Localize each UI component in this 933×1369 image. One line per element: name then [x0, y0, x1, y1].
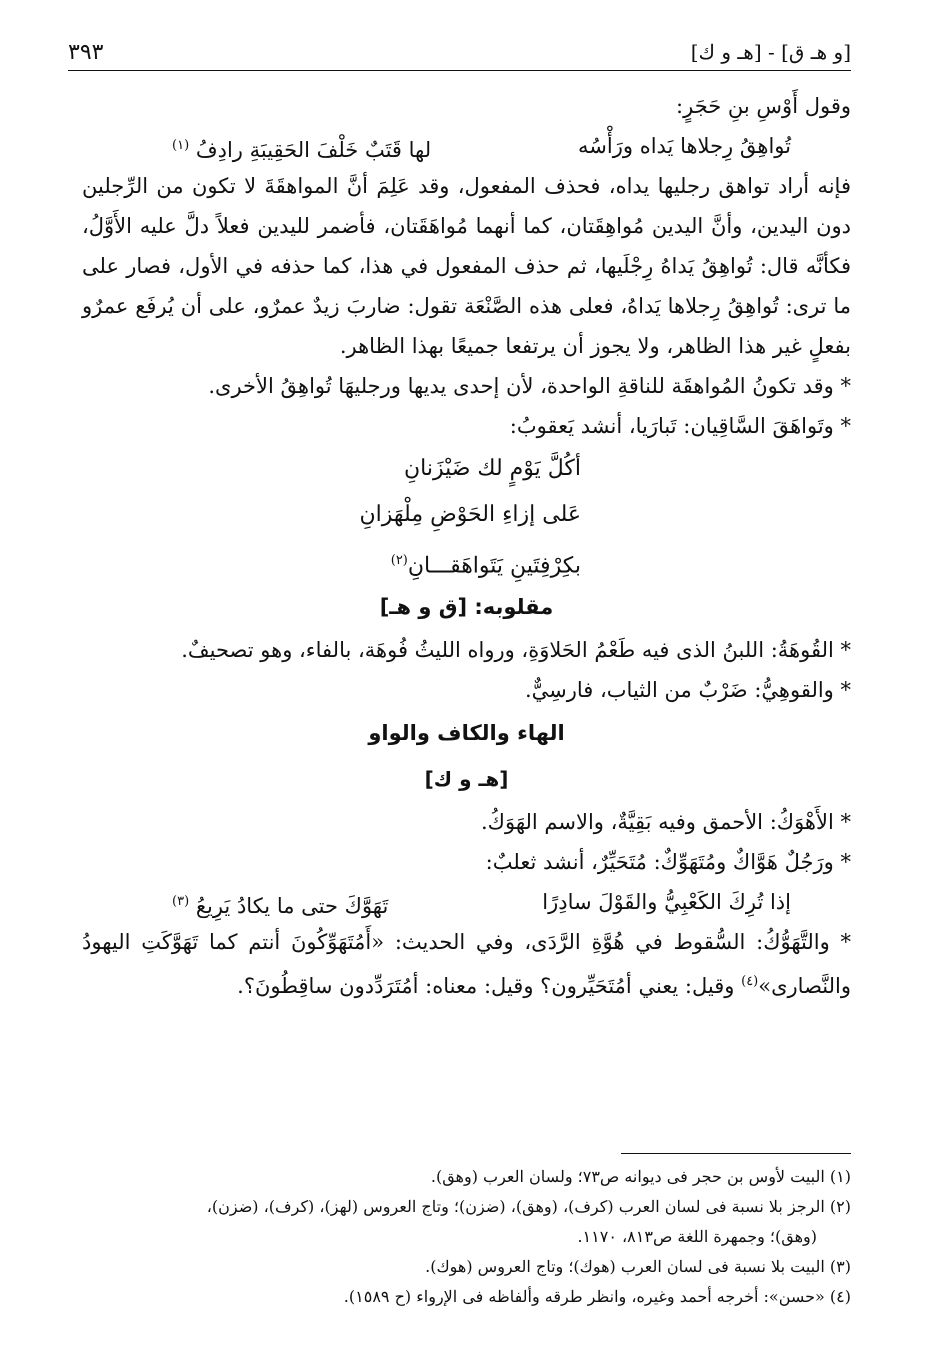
footnote-ref-3[interactable]: (٣) [172, 894, 190, 909]
footnotes [82, 1153, 851, 1312]
rajaz-line-3: بكِرْفِتَينِ يَتَواهَقـــانِ$^{(٢)}$ [390, 553, 581, 579]
paragraph-6: * الأَهْوَكُ: الأحمق وفيه بَقِيَّةٌ، والاسم الهَوَكُ. [480, 810, 851, 834]
paragraph-5: * والقوهِيُّ: ضَرْبٌ من الثياب، فارسِيٌّ. [524, 678, 851, 702]
page-number: ٣٩٣ [68, 40, 104, 65]
maqlub-heading: مقلوبه: [ق و هـ] [379, 595, 554, 619]
footnote-2-continuation: (وهق)؛ وجمهرة اللغة ص٨١٣، ١١٧٠. [577, 1227, 817, 1246]
footnote-3: (٣) البيت بلا نسبة فى لسان العرب (هوك)؛ وتاج العروس (هوك). [425, 1257, 851, 1276]
header-rule [68, 70, 851, 71]
paragraph-8: * والتَّهَوُّكُ: السُّقوط في هُوَّةِ الرَّدَى، وفي الحديث: «أَمُتَهَوِّكُونَ أنتم كما تَهَوَّكَتِ اليهودُ والنَّصارى»$^{(٤)}$ وقيل: يعني أمُتَحَيِّرون؟ وقيل: معناه: أمُتَرَدِّدون ساقِطُونَ؟. [82, 930, 851, 998]
rajaz-line-1: أكُلَّ يَوْمٍ لك ضَيْزَنانِ [403, 456, 581, 481]
footnote-ref-2[interactable]: (٢) [390, 553, 408, 568]
verse-2-hemistich-1: إذا تُرِكَ الكَعْبِيُّ والقَوْلَ سادِرًا [542, 890, 791, 914]
chapter-heading: الهاء والكاف والواو [368, 721, 565, 745]
rajaz-line-2: عَلى إزاءِ الحَوْضِ مِلْهَزانِ [359, 502, 581, 527]
paragraph-7: * ورَجُلٌ هَوَّاكٌ ومُتَهَوِّكٌ: مُتَحَيِّرٌ، أنشد ثعلبٌ: [485, 850, 851, 874]
paragraph-2: * وقد تكونُ المُواهقَة للناقةِ الواحدة، لأن إحدى يديها ورجليهَا تُواهِقُ الأخرى. [208, 374, 851, 398]
intro-line: وقول أَوْسِ بنِ حَجَرٍ: [676, 94, 851, 118]
footnote-ref-1[interactable]: (١) [172, 138, 190, 153]
main-text [82, 86, 851, 1006]
footnote-1: (١) البيت لأوس بن حجر فى ديوانه ص٧٣؛ ولسان العرب (وهق). [430, 1167, 851, 1186]
verse-1 [82, 126, 851, 166]
root-heading: [هـ و ك] [424, 767, 509, 791]
footnote-4: (٤) «حسن»: أخرجه أحمد وغيره، وانظر طرقه وألفاظه فى الإرواء (ح ١٥٨٩). [343, 1287, 851, 1306]
running-head: [و هـ ق] - [هـ و ك] [690, 40, 851, 64]
verse-1-hemistich-2: لها قَتَبٌ خَلْفَ الحَقِيبَةِ رادِفُ $^{(١)}$ [172, 138, 432, 162]
verse-2-hemistich-2: تَهَوَّكَ حتى ما يكادُ يَرِيعُ $^{(٣)}$ [172, 894, 389, 918]
verse-2 [82, 882, 851, 922]
footnote-rule [621, 1153, 851, 1154]
rajaz-poem [82, 446, 581, 584]
footnote-ref-4[interactable]: (٤) [741, 974, 759, 989]
verse-1-hemistich-1: تُواهِقُ رِجلاها يَداه ورَأْسُه [578, 134, 791, 158]
paragraph-1: فإنه أراد تواهق رجليها يداه، فحذف المفعول، وقد عَلِمَ أنَّ المواهقَةَ لا تكون من الرِّجلين دون اليدين، وأنَّ اليدين مُواهِقَتان، كما أنهما مُواهَقَتان، فأضمر لليدين فعلاً دلَّ عليه الأَوَّلُ، فكأنَّه قال: تُواهِقُ يَداهُ رِجْلَيها، ثم حذف المفعول في هذا، كما حذفه في الأول، فصار على ما ترى: تُواهِقُ رِجلاها يَداهُ، فعلى هذه الصَّنْعَة تقول: ضاربَ زيدٌ عمرٌو، على أن يُرفَع عمرٌو بفعلٍ غير هذا الظاهر، ولا يجوز أن يرتفعا جميعًا بهذا الظاهر. [82, 174, 851, 358]
paragraph-3: * وتَواهَقَ السَّاقِيان: تَبارَيا، أنشد يَعقوبُ: [509, 414, 851, 438]
paragraph-4: * القُوهَةُ: اللبنُ الذى فيه طَعْمُ الحَلاوَةِ، ورواه الليثُ فُوهَة، بالفاء، وهو تصحيفٌ. [181, 638, 851, 662]
footnote-2: (٢) الرجز بلا نسبة فى لسان العرب (كرف)، (وهق)، (ضزن)؛ وتاج العروس (لهز)، (كرف)، (ضزن)، [206, 1197, 851, 1216]
page-header [68, 38, 851, 70]
